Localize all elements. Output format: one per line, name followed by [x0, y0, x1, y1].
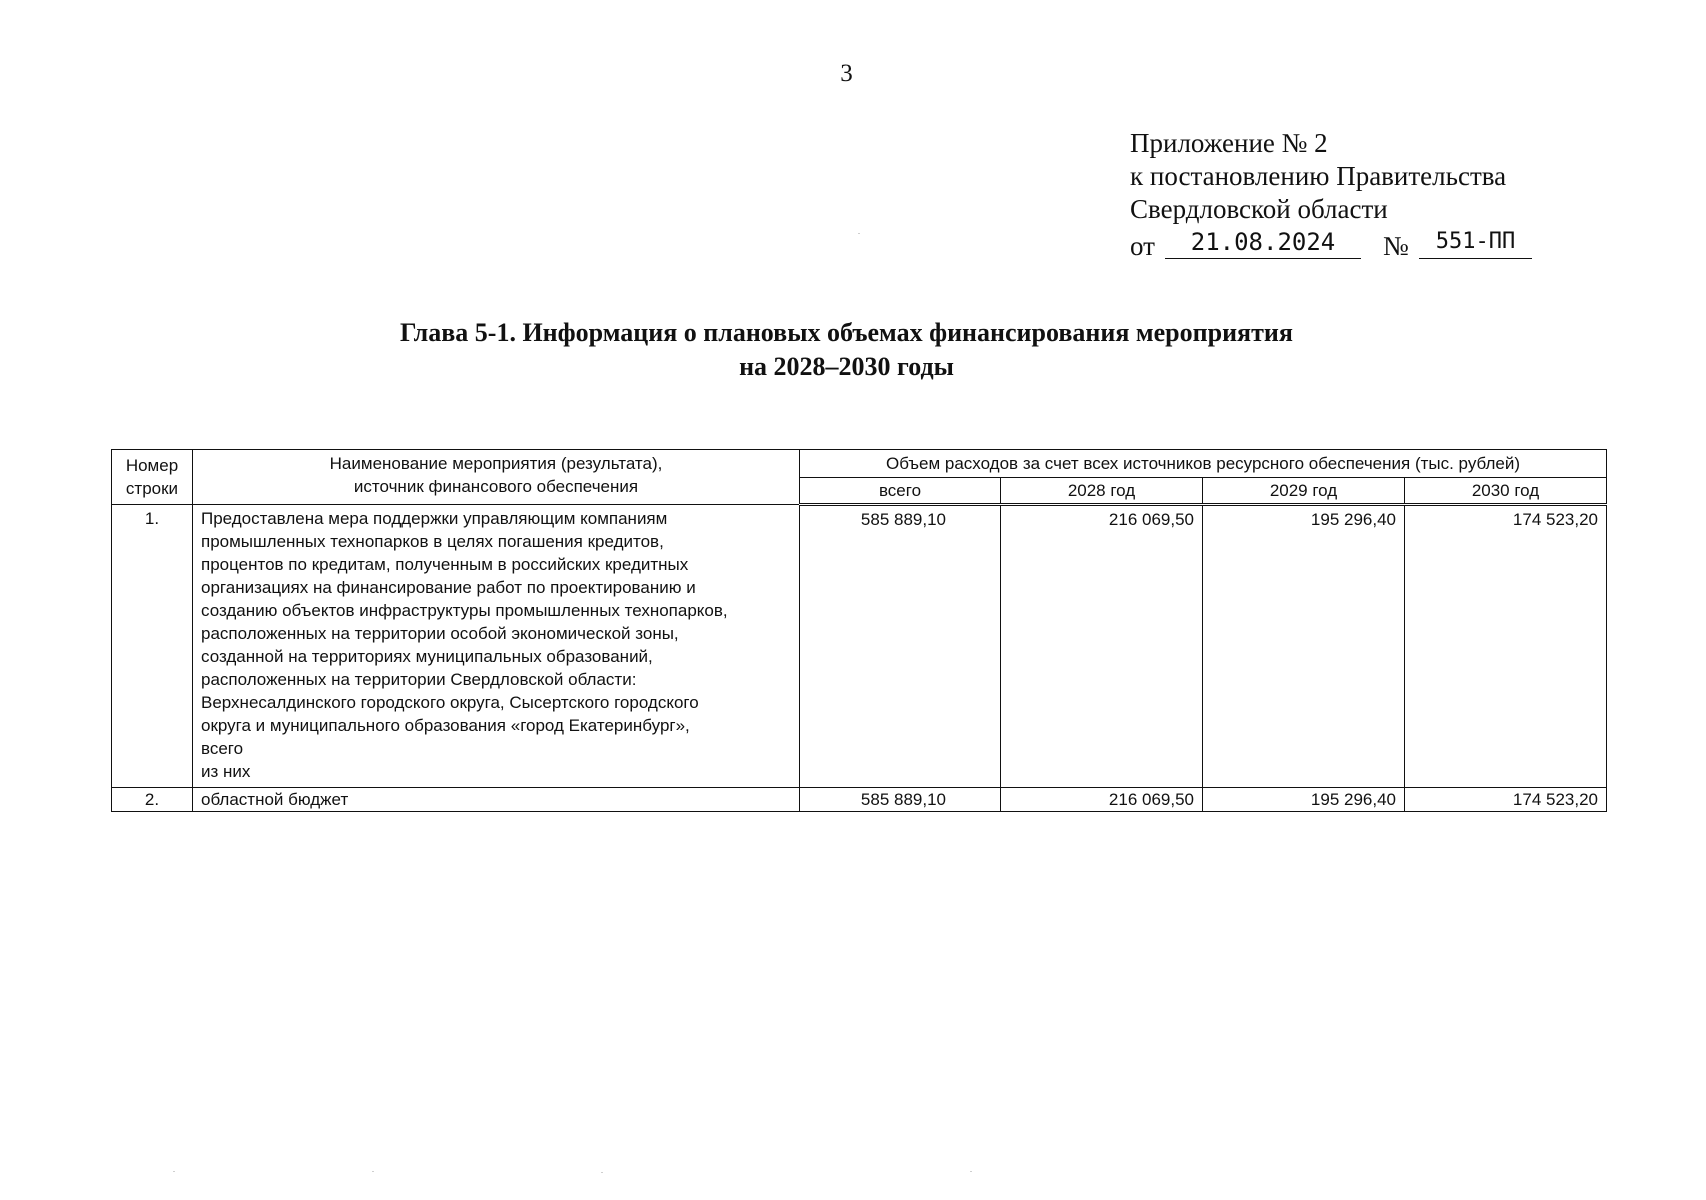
- row-name-line: из них: [201, 762, 251, 781]
- row-name: [193, 505, 800, 788]
- row-name-line: созданной на территориях муниципальных образований,: [201, 647, 653, 666]
- row-name-line: расположенных на территории Свердловской области:: [201, 670, 637, 689]
- row-total: 585 889,10: [800, 788, 1001, 812]
- scan-artifact: [858, 233, 860, 234]
- row-name-line: Верхнесалдинского городского округа, Сысертского городского: [201, 693, 699, 712]
- date-prefix: от: [1130, 231, 1155, 261]
- table-row: [112, 788, 1607, 812]
- header-2029: 2029 год: [1203, 478, 1405, 505]
- header-name: Наименование мероприятия (результата), источник финансового обеспечения: [193, 450, 800, 505]
- financing-table: [111, 449, 1607, 812]
- row-name: областной бюджет: [193, 788, 800, 812]
- row-2028: 216 069,50: [1001, 505, 1203, 788]
- row-2030: 174 523,20: [1405, 505, 1607, 788]
- row-number: 1.: [112, 505, 193, 788]
- row-2029: 195 296,40: [1203, 505, 1405, 788]
- row-name-line: Предоставлена мера поддержки управляющим компаниям: [201, 509, 668, 528]
- chapter-title: [0, 316, 1693, 384]
- appendix-line-1: Приложение № 2: [1130, 128, 1328, 158]
- header-volume: Объем расходов за счет всех источников ресурсного обеспечения (тыс. рублей): [800, 450, 1607, 478]
- row-name-line: промышленных технопарков в целях погашения кредитов,: [201, 532, 664, 551]
- appendix-line-3: Свердловской области: [1130, 194, 1388, 224]
- row-2029: 195 296,40: [1203, 788, 1405, 812]
- chapter-title-line-1: Глава 5-1. Информация о плановых объемах финансирования мероприятия: [400, 318, 1293, 347]
- row-name-line: расположенных на территории особой экономической зоны,: [201, 624, 679, 643]
- header-2030: 2030 год: [1405, 478, 1607, 505]
- resolution-number: 551-ПП: [1419, 226, 1532, 259]
- row-number: 2.: [112, 788, 193, 812]
- appendix-block: [1130, 127, 1516, 262]
- scan-artifact: [970, 1171, 972, 1172]
- row-2030: 174 523,20: [1405, 788, 1607, 812]
- header-row-number: Номер строки: [112, 450, 193, 505]
- resolution-date: 21.08.2024: [1165, 226, 1361, 259]
- appendix-line-2: к постановлению Правительства: [1130, 161, 1507, 191]
- row-name-line: созданию объектов инфраструктуры промышленных технопарков,: [201, 601, 728, 620]
- row-name-line: округа и муниципального образования «город Екатеринбург»,: [201, 716, 690, 735]
- table-row: [112, 505, 1607, 788]
- scan-artifact: [372, 1171, 374, 1172]
- row-total: 585 889,10: [800, 505, 1001, 788]
- number-sign: №: [1383, 231, 1409, 261]
- header-total: всего: [800, 478, 1001, 505]
- row-name-line: организациях на финансирование работ по проектированию и: [201, 578, 696, 597]
- row-2028: 216 069,50: [1001, 788, 1203, 812]
- scan-artifact: [173, 1171, 175, 1172]
- page-number: 3: [840, 60, 853, 87]
- appendix-date-line: [1130, 226, 1516, 262]
- row-name-line: процентов по кредитам, полученным в российских кредитных: [201, 555, 689, 574]
- chapter-title-line-2: на 2028–2030 годы: [739, 352, 954, 381]
- table-header: [112, 450, 1607, 505]
- row-name-line: всего: [201, 739, 244, 758]
- header-2028: 2028 год: [1001, 478, 1203, 505]
- scan-artifact: [601, 1172, 603, 1173]
